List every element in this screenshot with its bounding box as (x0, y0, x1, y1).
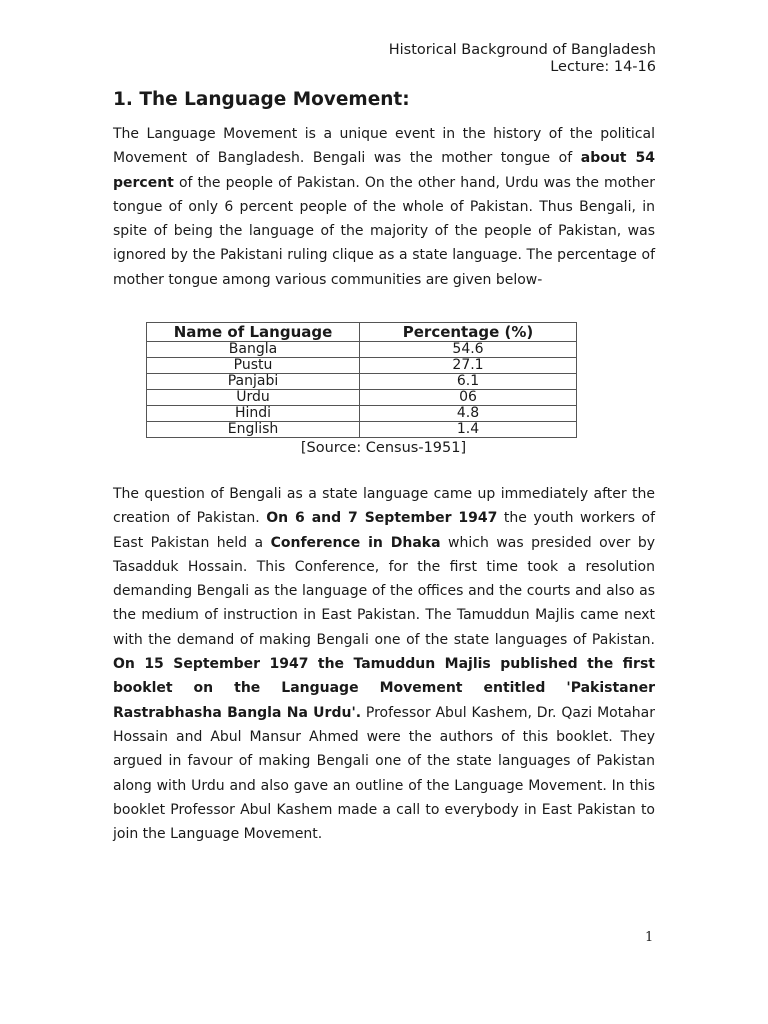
body-paragraph (113, 482, 655, 846)
language-cell: English (147, 422, 360, 438)
running-header (389, 42, 656, 76)
language-cell: Bangla (147, 342, 360, 358)
language-cell: Hindi (147, 406, 360, 422)
body-bold-3: On 15 September 1947 the Tamuddun Majlis published the first booklet on the Language Movement entitled 'Pakistaner Rastrabhasha Bangla Na Urdu'. (113, 656, 655, 721)
percentage-cell: 4.8 (360, 406, 577, 422)
table-source: [Source: Census-1951] (300, 440, 467, 456)
table-row (147, 358, 577, 374)
language-cell: Urdu (147, 390, 360, 406)
header-lecture: Lecture: 14-16 (550, 59, 656, 75)
section-heading: 1. The Language Movement: (113, 89, 410, 110)
body-text-2: the youth workers of East Pakistan held a (113, 510, 656, 551)
column-header-percentage: Percentage (%) (360, 323, 577, 342)
body-bold-1: On 6 and 7 September 1947 (266, 510, 498, 527)
language-cell: Pustu (147, 358, 360, 374)
header-title: Historical Background of Bangladesh (388, 42, 656, 58)
intro-paragraph (113, 122, 655, 292)
intro-text-2: of the people of Pakistan. On the other hand, Urdu was the mother tongue of only 6 percent people of the whole of Pakistan. Thus Bengali, in spite of being the language of the majority of the people of Pakistan, was ignored by the Pakistani ruling clique as a state language. The percentage of mother tongue among various communities are given below- (113, 174, 655, 288)
percentage-cell: 27.1 (360, 358, 577, 374)
table-row (147, 374, 577, 390)
intro-bold-1: about 54 percent (113, 150, 655, 191)
page-number: 1 (645, 930, 654, 945)
body-text-3: which was presided over by Tasadduk Hossain. This Conference, for the first time took a resolution demanding Bengali as the language of the offices and the courts and also as the medium of instruction in East Pakistan. The Tamuddun Majlis came next with the demand of making Bengali one of the state languages of Pakistan. (113, 534, 655, 648)
body-text-4: Professor Abul Kashem, Dr. Qazi Motahar Hossain and Abul Mansur Ahmed were the authors of this booklet. They argued in favour of making Bengali one of the state languages of Pakistan along with Urdu and also gave an outline of the Language Movement. In this booklet Professor Abul Kashem made a call to everybody in East Pakistan to join the Language Movement. (113, 704, 655, 843)
body-text-1: The question of Bengali as a state language came up immediately after the creation of Pakistan. (113, 486, 655, 527)
table-header-row (147, 323, 577, 342)
percentage-cell: 54.6 (360, 342, 577, 358)
percentage-cell: 1.4 (360, 422, 577, 438)
intro-text-1: The Language Movement is a unique event in the history of the political Movement of Bangladesh. Bengali was the mother tongue of (113, 126, 655, 167)
language-cell: Panjabi (147, 374, 360, 390)
table-row (147, 342, 577, 358)
table-row (147, 422, 577, 438)
percentage-cell: 06 (360, 390, 577, 406)
percentage-cell: 6.1 (360, 374, 577, 390)
column-header-language: Name of Language (147, 323, 360, 342)
language-table (146, 322, 577, 438)
table-row (147, 406, 577, 422)
body-bold-2: Conference in Dhaka (270, 534, 441, 551)
table-row (147, 390, 577, 406)
